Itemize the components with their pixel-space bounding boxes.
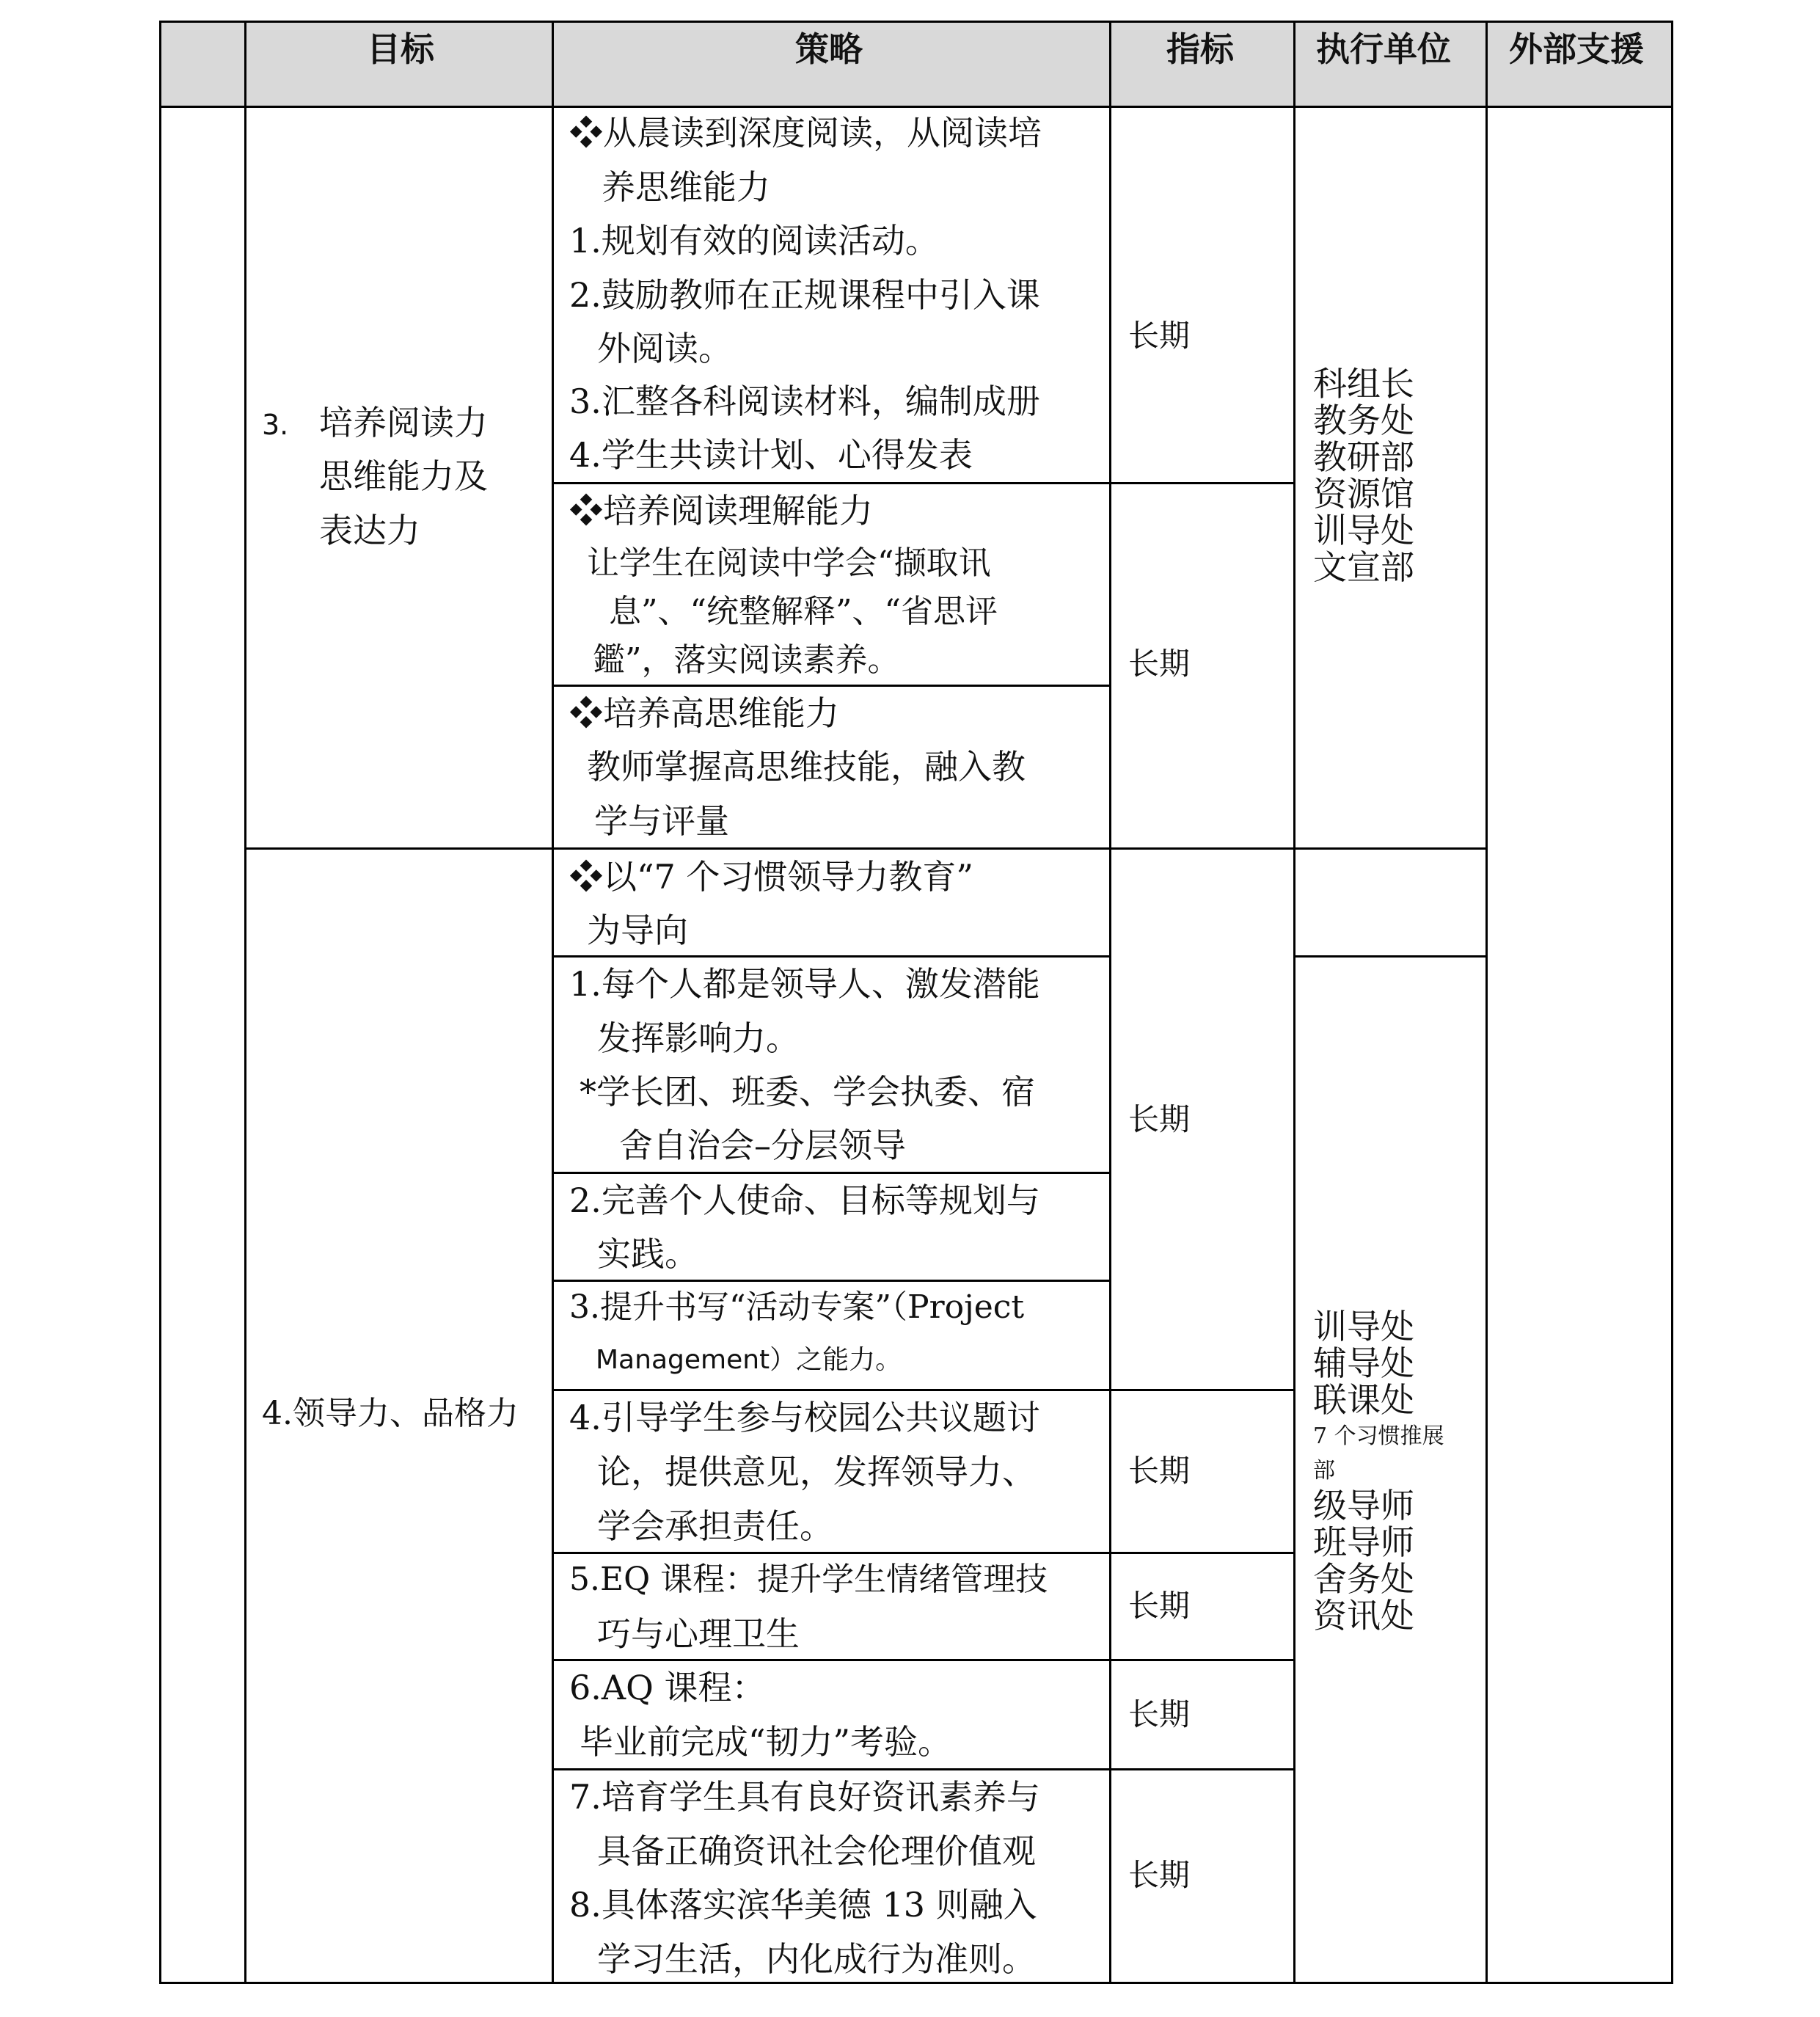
indicator-cell: 长期 xyxy=(1128,646,1191,682)
header-unit: 执行单位 xyxy=(1316,29,1451,69)
unit-item: 训导处 xyxy=(1313,1307,1414,1346)
strategy-item: 4.引导学生参与校园公共议题讨 xyxy=(569,1398,1040,1437)
header-indicator: 指标 xyxy=(1166,29,1234,69)
strategy-heading: ❖培养阅读理解能力 xyxy=(569,491,873,530)
header-strategy: 策略 xyxy=(795,29,863,69)
strategy-line: Management）之能力。 xyxy=(596,1345,902,1375)
strategy-item: 3.提升书写“活动专案”（Project xyxy=(569,1288,1025,1326)
indicator-cell: 长期 xyxy=(1128,1101,1191,1137)
goal3-line: 思维能力及 xyxy=(319,456,488,496)
strategy-line: 教师掌握高思维技能，融入教 xyxy=(587,747,1026,787)
strategy-item: 6.AQ 课程： xyxy=(569,1668,766,1707)
strategy-item: 2.鼓励教师在正规课程中引入课 xyxy=(569,275,1040,315)
strategy-item: 4.学生共读计划、心得发表 xyxy=(569,435,973,475)
strategy-line: *学长团、班委、学会执委、宿 xyxy=(580,1072,1035,1112)
unit-item: 文宣部 xyxy=(1313,547,1414,587)
strategy-heading: ❖培养高思维能力 xyxy=(569,693,839,733)
strategy-line: 学习生活，内化成行为准则。 xyxy=(597,1939,1036,1979)
row-divider xyxy=(552,1280,1110,1282)
strategy-item: 7.培育学生具有良好资讯素养与 xyxy=(569,1777,1040,1817)
strategy-line: 为导向 xyxy=(587,911,688,950)
strategy-heading: ❖从晨读到深度阅读，从阅读培 xyxy=(569,113,1042,153)
row-divider xyxy=(552,1552,1294,1554)
strategy-line: 息”、“统整解释”、“省思评 xyxy=(609,593,998,630)
strategy-line: 实践。 xyxy=(597,1234,698,1274)
strategy-line: 学会承担责任。 xyxy=(597,1506,833,1546)
strategy-item: 2.完善个人使命、目标等规划与 xyxy=(569,1181,1040,1220)
strategy-item: 5.EQ 课程：提升学生情绪管理技 xyxy=(569,1561,1048,1598)
unit-item: 训导处 xyxy=(1313,511,1414,550)
indicator-cell: 长期 xyxy=(1128,1857,1191,1893)
strategy-line: 巧与心理卫生 xyxy=(597,1614,800,1654)
row-divider xyxy=(552,685,1110,687)
strategy-line: 让学生在阅读中学会“撷取讯 xyxy=(587,544,991,582)
table-border-right xyxy=(1671,21,1673,1984)
row-divider xyxy=(552,1659,1294,1661)
unit-item: 教务处 xyxy=(1313,401,1414,440)
header-divider xyxy=(159,106,1673,108)
table-border-left xyxy=(159,21,161,1984)
strategy-line: 学与评量 xyxy=(594,801,729,841)
unit-item: 部 xyxy=(1313,1458,1335,1484)
strategy-line: 外阅读。 xyxy=(597,329,732,368)
unit-item: 资讯处 xyxy=(1313,1596,1414,1635)
goal3-line: 表达力 xyxy=(319,511,420,550)
row-divider xyxy=(552,482,1110,484)
col-divider xyxy=(1485,21,1488,1984)
unit-item: 辅导处 xyxy=(1313,1343,1414,1383)
strategy-item: 8.具体落实滨华美德 13 则融入 xyxy=(569,1885,1037,1925)
strategy-line: 舍自治会–分层领导 xyxy=(619,1126,906,1165)
col-divider xyxy=(1109,21,1111,1984)
indicator-cell: 长期 xyxy=(1128,1696,1191,1732)
col-divider xyxy=(552,21,554,1984)
goal-divider xyxy=(245,847,1486,850)
strategy-line: 毕业前完成“韧力”考验。 xyxy=(580,1722,952,1762)
goal3-line: 培养阅读力 xyxy=(319,403,488,442)
strategy-line: 发挥影响力。 xyxy=(597,1018,800,1058)
strategy-item: 1.规划有效的阅读活动。 xyxy=(569,221,939,260)
unit-item: 资源馆 xyxy=(1313,474,1414,514)
row-divider xyxy=(1110,482,1294,484)
row-divider xyxy=(552,1768,1294,1770)
strategy-line: 鑑”，落实阅读素养。 xyxy=(593,641,900,679)
row-divider xyxy=(1294,955,1486,958)
unit-item: 教研部 xyxy=(1313,437,1414,477)
table-border-top xyxy=(159,21,1673,23)
unit-item: 舍务处 xyxy=(1313,1559,1414,1599)
row-divider xyxy=(552,955,1110,958)
goal3-number: 3. xyxy=(262,409,289,441)
strategy-line: 具备正确资讯社会伦理价值观 xyxy=(597,1831,1036,1871)
unit-item: 科组长 xyxy=(1313,364,1414,404)
row-divider xyxy=(552,1172,1110,1174)
unit-item: 班导师 xyxy=(1313,1522,1414,1562)
indicator-cell: 长期 xyxy=(1128,1588,1191,1624)
unit-item: 级导师 xyxy=(1313,1486,1414,1525)
indicator-cell: 长期 xyxy=(1128,318,1191,354)
unit-item: 7 个习惯推展 xyxy=(1313,1423,1444,1449)
row-divider xyxy=(552,1389,1294,1391)
strategy-item: 1.每个人都是领导人、激发潜能 xyxy=(569,964,1040,1004)
unit-item: 联课处 xyxy=(1313,1380,1414,1420)
strategy-line: 论，提供意见，发挥领导力、 xyxy=(597,1452,1036,1492)
col-divider xyxy=(244,21,246,1984)
header-support: 外部支援 xyxy=(1509,29,1644,69)
header-goal: 目标 xyxy=(367,29,434,69)
table-border-bottom xyxy=(159,1982,1673,1984)
strategy-heading: ❖以“7 个习惯领导力教育” xyxy=(569,857,973,897)
indicator-cell: 长期 xyxy=(1128,1453,1191,1489)
col-divider xyxy=(1293,21,1295,1984)
strategy-line: 养思维能力 xyxy=(602,167,770,207)
strategy-item: 3.汇整各科阅读材料，编制成册 xyxy=(569,382,1040,421)
goal4-label: 4.领导力、品格力 xyxy=(262,1395,519,1432)
